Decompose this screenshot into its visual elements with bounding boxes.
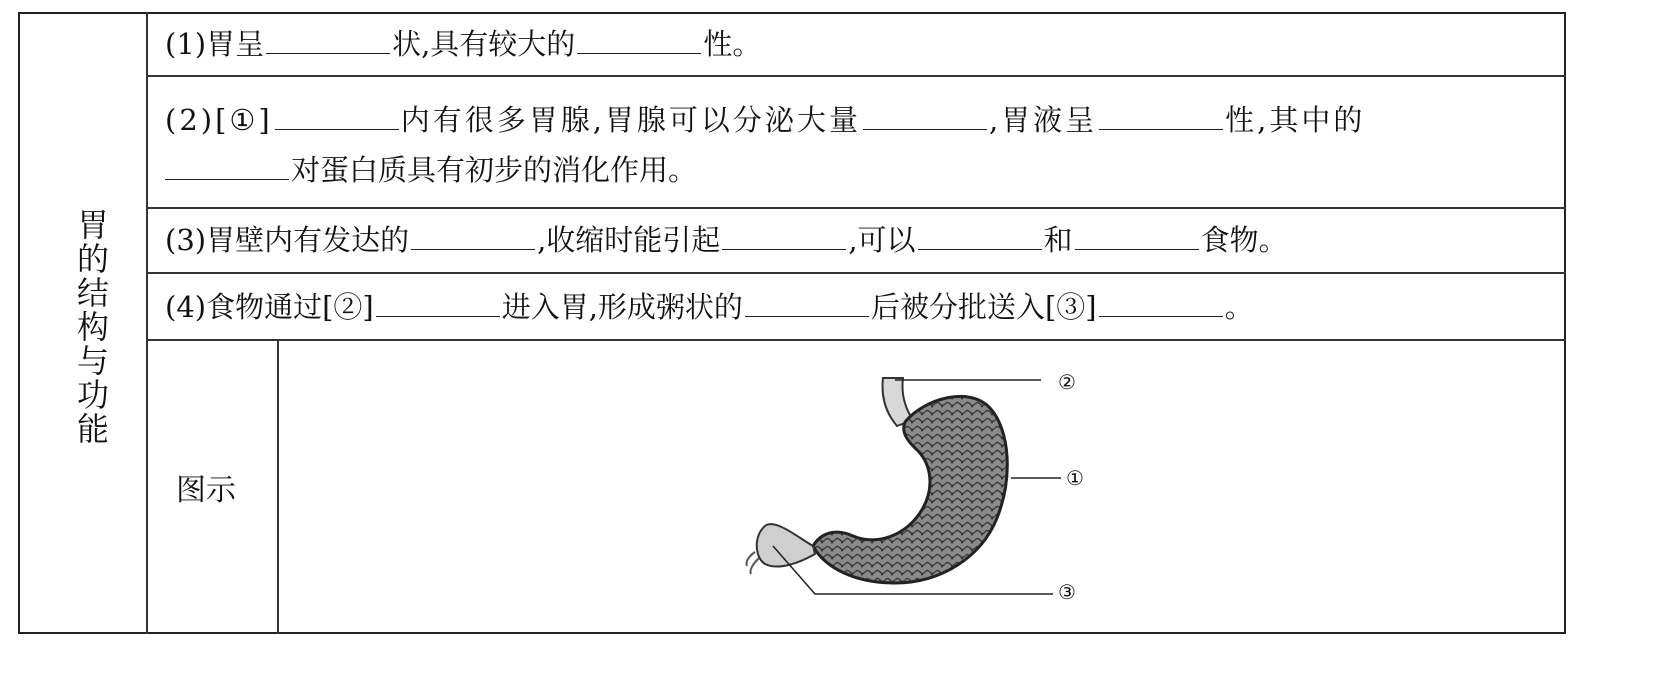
- answer-blank[interactable]: [722, 219, 846, 250]
- sidebar-title: 胃的结构与功能: [72, 208, 110, 446]
- answer-blank[interactable]: [1075, 219, 1199, 250]
- row3-text-e: 食物。: [1200, 223, 1288, 257]
- row3-text-d: 和: [1043, 223, 1073, 257]
- row1-text-c: 性。: [703, 27, 762, 61]
- answer-blank[interactable]: [165, 149, 289, 180]
- row2-text-b: 内有很多胃腺,胃腺可以分泌大量: [400, 103, 861, 137]
- question-row-2-line-2: [165, 148, 697, 192]
- answer-blank[interactable]: [918, 219, 1042, 250]
- question-row-1: [165, 22, 761, 66]
- row3-text-a: (3)胃壁内有发达的: [165, 223, 410, 257]
- question-row-2-line-1: [165, 98, 1365, 142]
- answer-blank[interactable]: [376, 286, 500, 317]
- row1-text-b: 状,具有较大的: [392, 27, 576, 61]
- answer-blank[interactable]: [275, 99, 399, 130]
- row3-text-b: ,收缩时能引起: [537, 223, 721, 257]
- stomach-body-shape: [813, 396, 1007, 583]
- sidebar-divider: [146, 12, 148, 634]
- figure-label-divider: [277, 339, 279, 634]
- row-divider-4: [146, 339, 1566, 341]
- figure-label: 图示: [176, 473, 236, 508]
- callout-label-3: ③: [1058, 580, 1076, 604]
- row2-text-c: ,胃液呈: [988, 103, 1098, 137]
- answer-blank[interactable]: [745, 286, 869, 317]
- row2-text-d: 性,其中的: [1225, 103, 1366, 137]
- row4-text-b: 进入胃,形成粥状的: [501, 290, 743, 324]
- row4-text-c: 后被分批送入[③]: [870, 290, 1097, 324]
- row2-text-e: 对蛋白质具有初步的消化作用。: [291, 153, 698, 187]
- question-row-3: [165, 218, 1288, 262]
- row4-text-d: 。: [1224, 290, 1254, 324]
- answer-blank[interactable]: [863, 99, 987, 130]
- answer-blank[interactable]: [1099, 286, 1223, 317]
- row-divider-1: [146, 75, 1566, 77]
- row-divider-2: [146, 207, 1566, 209]
- answer-blank[interactable]: [411, 219, 535, 250]
- answer-blank[interactable]: [577, 23, 701, 54]
- callout-label-2: ②: [1058, 370, 1076, 394]
- row3-text-c: ,可以: [848, 223, 916, 257]
- row2-text-a: (2)[①]: [165, 103, 273, 137]
- answer-blank[interactable]: [266, 23, 390, 54]
- row-divider-3: [146, 272, 1566, 274]
- stomach-diagram: [735, 368, 1095, 608]
- answer-blank[interactable]: [1099, 99, 1223, 130]
- question-row-4: [165, 285, 1254, 329]
- callout-label-1: ①: [1066, 466, 1084, 490]
- row1-text-a: (1)胃呈: [165, 27, 265, 61]
- row4-text-a: (4)食物通过[②]: [165, 290, 374, 324]
